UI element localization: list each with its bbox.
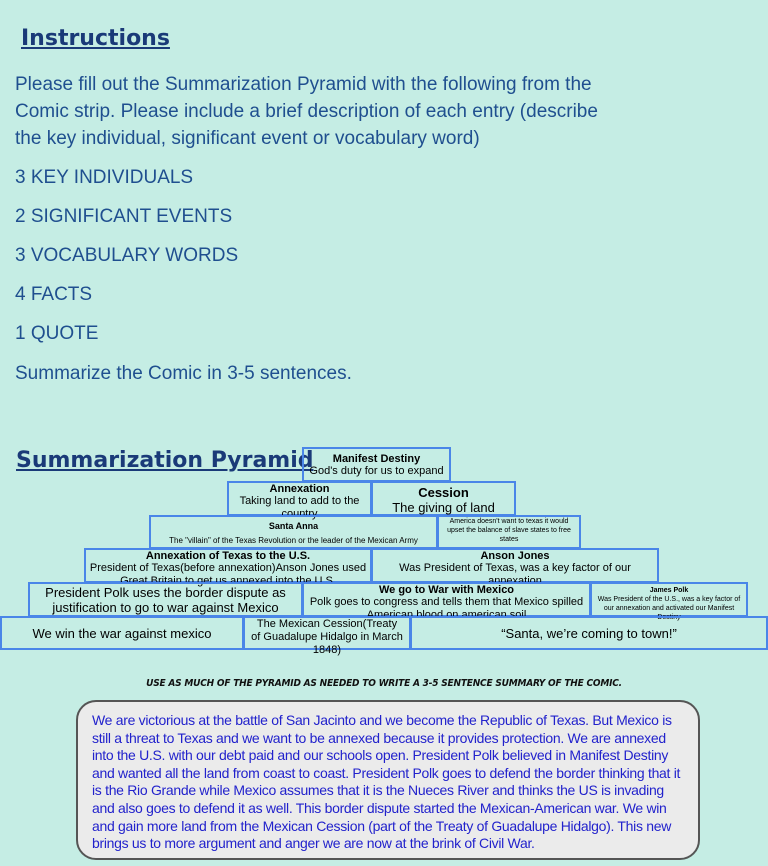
- box-desc: The giving of land: [392, 500, 495, 515]
- pyramid-title: Summarization Pyramid: [16, 448, 314, 473]
- box-desc: The "villain" of the Texas Revolution or the leader of the Mexican Army: [169, 536, 418, 545]
- pyramid-box-polk-border: [28, 582, 303, 617]
- intro-line: the key individual, significant event or vocabulary word): [15, 128, 480, 149]
- instruction-item: 2 SIGNIFICANT EVENTS: [15, 206, 233, 227]
- box-title: Annexation: [269, 483, 330, 495]
- box-desc: Taking land to add to the country: [239, 495, 360, 520]
- box-title: We go to War with Mexico: [378, 584, 515, 596]
- instruction-item: 1 QUOTE: [15, 323, 99, 344]
- pyramid-box-america-texas: [437, 515, 581, 549]
- box-desc: We win the war against mexico: [32, 625, 212, 641]
- pyramid-box-annexation-of-texas: [84, 548, 372, 587]
- instruction-item: 3 VOCABULARY WORDS: [15, 245, 239, 266]
- box-desc: President Polk uses the border dispute as justification to go to war against Mexico: [45, 584, 286, 615]
- pyramid-box-annexation: [227, 481, 372, 520]
- pyramid-box-manifest-destiny: [302, 447, 451, 482]
- pyramid-box-quote: [410, 616, 768, 650]
- summary-text: We are victorious at the battle of San Jacinto and we become the Republic of Texas. But Mexico is still a threat to Texas and we want to be annexed because it provides protection. We are annexed into the U.S. with our debt paid and our schools open. President Polk believed in Manifest Destiny and wanted all the land from coast to coast. President Polk goes to defend the border thinking that it is the Rio Grande while Mexico assumes that it is the Nueces River and thinks the US is invading and also goes to defend it as well. This border dispute started the Mexican-American war. We win and gain more land from the Mexican Cession (part of the Treaty of Guadalupe Hidalgo). This new brings us to more argument and anger we are now at the brink of Civil War.: [92, 712, 681, 852]
- box-desc: The Mexican Cession(Treaty of Guadalupe Hidalgo in March 1848): [251, 618, 403, 656]
- box-title: Cession: [418, 485, 469, 500]
- pyramid-box-james-polk: [590, 582, 748, 621]
- box-desc: President of Texas(before annexation)Anson Jones used Great Britain to get us annexed into the U.S.: [89, 562, 367, 587]
- instructions-intro: [15, 71, 755, 152]
- summary-task: Summarize the Comic in 3-5 sentences.: [15, 363, 352, 384]
- pyramid-box-mexican-cession: [243, 616, 411, 656]
- box-desc: Was President of Texas, was a key factor of our annexation: [399, 562, 631, 587]
- box-desc: God's duty for us to expand: [309, 465, 444, 477]
- instruction-item: 3 KEY INDIVIDUALS: [15, 167, 194, 188]
- box-title: Annexation of Texas to the U.S.: [145, 550, 311, 562]
- pyramid-box-cession: [371, 481, 516, 516]
- box-title: Santa Anna: [268, 521, 319, 531]
- instruction-item: 4 FACTS: [15, 284, 93, 305]
- pyramid-box-war-with-mexico: [302, 582, 591, 621]
- box-desc: Was President of the U.S., was a key factor of our annexation and activated our Manifest Destiny: [597, 596, 741, 621]
- box-desc: Polk goes to congress and tells them that Mexico spilled American blood on american soil: [309, 596, 584, 621]
- box-desc: “Santa, we’re coming to town!”: [501, 625, 677, 641]
- intro-line: Comic strip. Please include a brief description of each entry (describe: [15, 101, 598, 122]
- pyramid-box-anson-jones: [371, 548, 659, 587]
- box-title: James Polk: [649, 587, 689, 594]
- summary-prompt: USE AS MUCH OF THE PYRAMID AS NEEDED TO WRITE A 3-5 SENTENCE SUMMARY OF THE COMIC.: [146, 678, 622, 689]
- pyramid-box-santa-anna: [149, 515, 438, 549]
- summary-box[interactable]: [76, 700, 700, 860]
- pyramid-box-we-win: [0, 616, 244, 650]
- instructions-title: Instructions: [21, 26, 170, 51]
- intro-line: Please fill out the Summarization Pyramid with the following from the: [15, 74, 592, 95]
- box-desc: America doesn't want to texas it would upset the balance of slave states to free states: [447, 518, 571, 543]
- box-title: Manifest Destiny: [332, 453, 421, 465]
- box-title: Anson Jones: [480, 550, 550, 562]
